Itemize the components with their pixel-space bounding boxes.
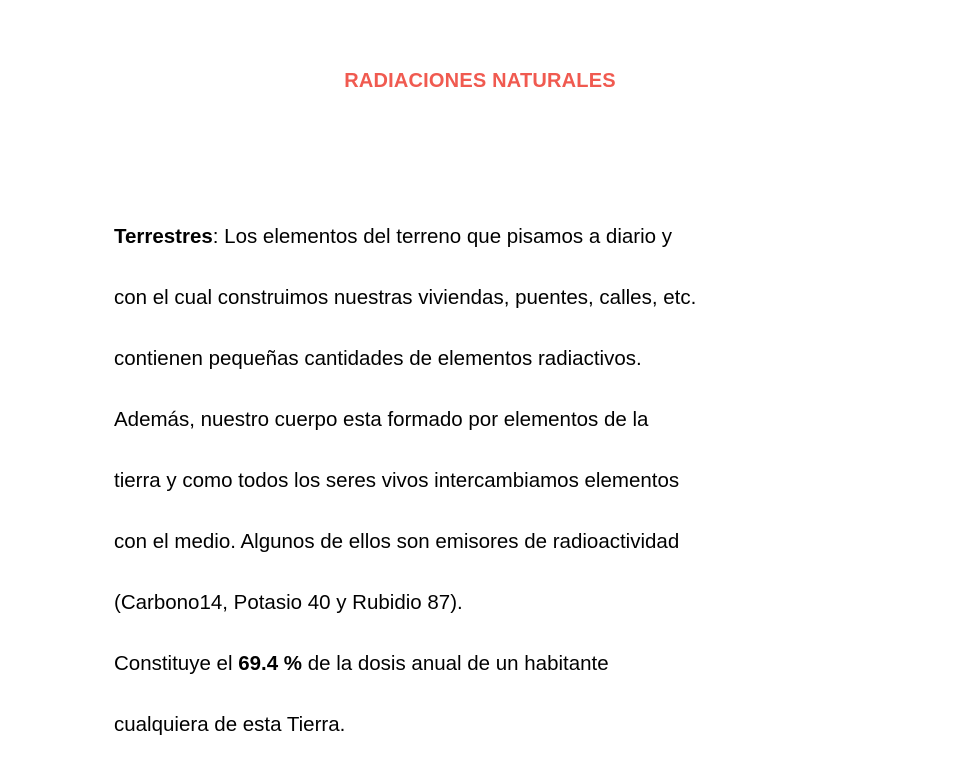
page-title: RADIACIONES NATURALES: [344, 70, 616, 92]
paragraph-line: con el medio. Algunos de ellos son emisores de radioactividad: [114, 529, 680, 553]
paragraph-line: [114, 222, 814, 253]
paragraph-text: : Los elementos del terreno que pisamos a diario y: [212, 224, 673, 248]
paragraph-line: cualquiera de esta Tierra.: [114, 712, 346, 736]
dosis-prefix: Constituye el: [114, 651, 239, 675]
paragraph-line: (Carbono14, Potasio 40 y Rubidio 87).: [114, 590, 463, 614]
paragraph-line: [114, 649, 814, 680]
dosis-suffix: de la dosis anual de un habitante: [302, 651, 609, 675]
dosis-value: 69.4 %: [238, 651, 303, 675]
term-terrestres: Terrestres: [114, 224, 213, 248]
paragraph-line: contienen pequeñas cantidades de elementos radiactivos.: [114, 346, 642, 370]
paragraph-line: con el cual construimos nuestras viviendas, puentes, calles, etc.: [114, 285, 697, 309]
paragraph-line: Además, nuestro cuerpo esta formado por elementos de la: [114, 407, 649, 431]
body-text: [114, 191, 814, 771]
paragraph-line: tierra y como todos los seres vivos intercambiamos elementos: [114, 468, 680, 492]
